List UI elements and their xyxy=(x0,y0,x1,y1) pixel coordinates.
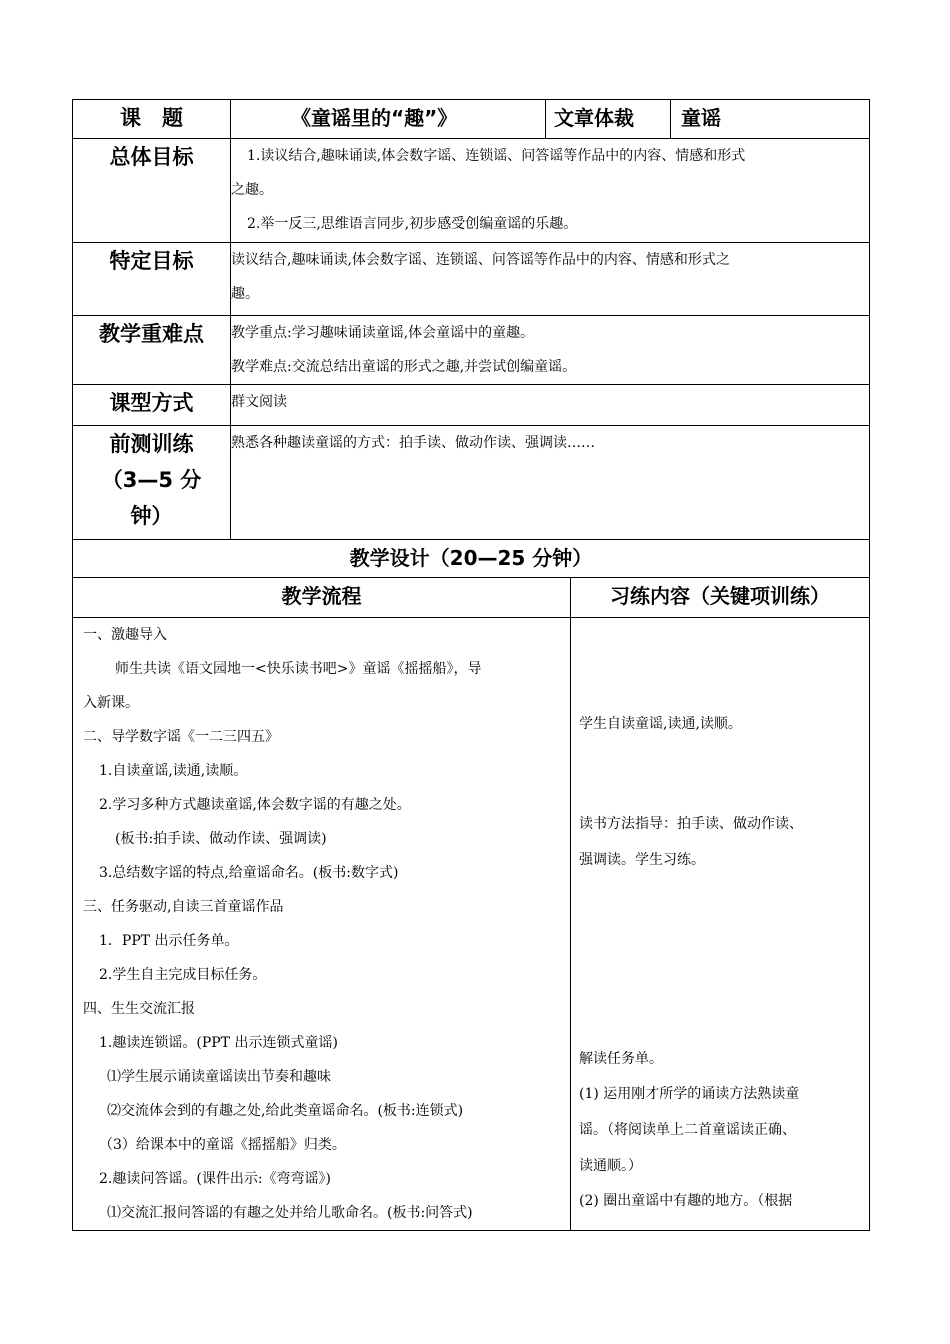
lesson-type-value: 群文阅读 xyxy=(231,385,870,426)
topic-value: 《童谣里的“趣”》 xyxy=(231,100,546,139)
specific-goal-line2: 趣。 xyxy=(231,286,259,302)
overall-goal-line2: 之趣。 xyxy=(231,182,273,198)
overall-goal-content xyxy=(231,139,870,243)
pretest-row xyxy=(73,426,870,540)
practice-p3-line4: 读通顺。） xyxy=(579,1158,642,1174)
flow-s3-item2: 2.学生自主完成目标任务。 xyxy=(99,967,267,983)
flow-s4-item1-b: ⑵交流体会到的有趣之处,给此类童谣命名。(板书:连锁式) xyxy=(107,1103,464,1119)
flow-content xyxy=(73,618,571,1231)
practice-p3-line3: 谣。（将阅读单上二首童谣读正确、 xyxy=(579,1122,796,1138)
specific-goal-label: 特定目标 xyxy=(73,243,231,316)
flow-s4-item1-a: ⑴学生展示诵读童谣读出节奏和趣味 xyxy=(107,1069,331,1085)
flow-s2-item2-note: (板书:拍手读、做动作读、强调读) xyxy=(115,831,327,847)
flow-s3-title: 三、任务驱动,自读三首童谣作品 xyxy=(83,899,284,915)
key-points-content xyxy=(231,316,870,385)
lesson-type-row xyxy=(73,385,870,426)
pretest-label-line3: 钟） xyxy=(130,504,173,528)
key-points-line1: 教学重点:学习趣味诵读童谣,体会童谣中的童趣。 xyxy=(231,325,535,341)
overall-goal-row xyxy=(73,139,870,243)
key-points-row xyxy=(73,316,870,385)
design-table xyxy=(72,577,870,1231)
practice-p3-line2: (1) 运用刚才所学的诵读方法熟读童 xyxy=(579,1086,800,1102)
topic-row xyxy=(73,100,870,139)
flow-s2-item3: 3.总结数字谣的特点,给童谣命名。(板书:数字式) xyxy=(99,865,399,881)
key-points-line2: 教学难点:交流总结出童谣的形式之趣,并尝试创编童谣。 xyxy=(231,359,577,375)
pretest-label-line2: （3—5 分 xyxy=(101,468,202,492)
practice-p3-line1: 解读任务单。 xyxy=(579,1051,663,1067)
pretest-value: 熟悉各种趣读童谣的方式：拍手读、做动作读、强调读…… xyxy=(231,426,870,540)
flow-column-header: 教学流程 xyxy=(73,578,571,618)
flow-s1-body1: 师生共读《语文园地一<快乐读书吧>》童谣《摇摇船》，导 xyxy=(115,661,482,677)
specific-goal-line1: 读议结合,趣味诵读,体会数字谣、连锁谣、问答谣等作品中的内容、情感和形式之 xyxy=(231,252,730,268)
key-points-label: 教学重难点 xyxy=(73,316,231,385)
topic-label: 课 题 xyxy=(73,100,231,139)
overall-goal-label: 总体目标 xyxy=(73,139,231,243)
design-title: 教学设计（20—25 分钟） xyxy=(73,540,870,578)
flow-s4-item2-a: ⑴交流汇报问答谣的有趣之处并给儿歌命名。(板书:问答式) xyxy=(107,1205,473,1221)
lesson-type-label: 课型方式 xyxy=(73,385,231,426)
design-header-row xyxy=(73,578,870,618)
specific-goal-content xyxy=(231,243,870,316)
genre-value: 童谣 xyxy=(671,100,870,139)
flow-s3-item1: 1．PPT 出示任务单。 xyxy=(99,933,239,949)
practice-p2-line2: 强调读。学生习练。 xyxy=(579,852,705,868)
design-title-row xyxy=(73,540,870,578)
specific-goal-row xyxy=(73,243,870,316)
practice-column-header: 习练内容（关键项训练） xyxy=(571,578,870,618)
flow-s4-item1-c: （3）给课本中的童谣《摇摇船》归类。 xyxy=(99,1137,346,1153)
flow-s2-title: 二、导学数字谣《一二三四五》 xyxy=(83,729,279,745)
design-content-row xyxy=(73,618,870,1231)
genre-label: 文章体裁 xyxy=(546,100,671,139)
flow-s4-item1: 1.趣读连锁谣。(PPT 出示连锁式童谣) xyxy=(99,1035,338,1051)
flow-s2-item2: 2.学习多种方式趣读童谣,体会数字谣的有趣之处。 xyxy=(99,797,411,813)
overall-goal-line3: 2.举一反三,思维语言同步,初步感受创编童谣的乐趣。 xyxy=(247,216,578,232)
pretest-label-line1: 前测训练 xyxy=(109,432,194,456)
practice-p1: 学生自读童谣,读通,读顺。 xyxy=(579,716,742,732)
flow-s1-body2: 入新课。 xyxy=(83,695,139,711)
flow-s1-title: 一、激趣导入 xyxy=(83,627,167,643)
practice-content xyxy=(571,618,870,1231)
flow-s4-title: 四、生生交流汇报 xyxy=(83,1001,195,1017)
flow-s2-item1: 1.自读童谣,读通,读顺。 xyxy=(99,763,248,779)
lesson-plan-table xyxy=(72,99,869,1231)
overall-goal-line1: 1.读议结合,趣味诵读,体会数字谣、连锁谣、问答谣等作品中的内容、情感和形式 xyxy=(247,148,746,164)
pretest-label xyxy=(73,426,231,540)
practice-p2-line1: 读书方法指导：拍手读、做动作读、 xyxy=(579,816,803,832)
practice-p3-line5: (2) 圈出童谣中有趣的地方。（根据 xyxy=(579,1193,793,1209)
lesson-info-table xyxy=(72,99,870,578)
flow-s4-item2: 2.趣读问答谣。(课件出示:《弯弯谣》) xyxy=(99,1171,331,1187)
